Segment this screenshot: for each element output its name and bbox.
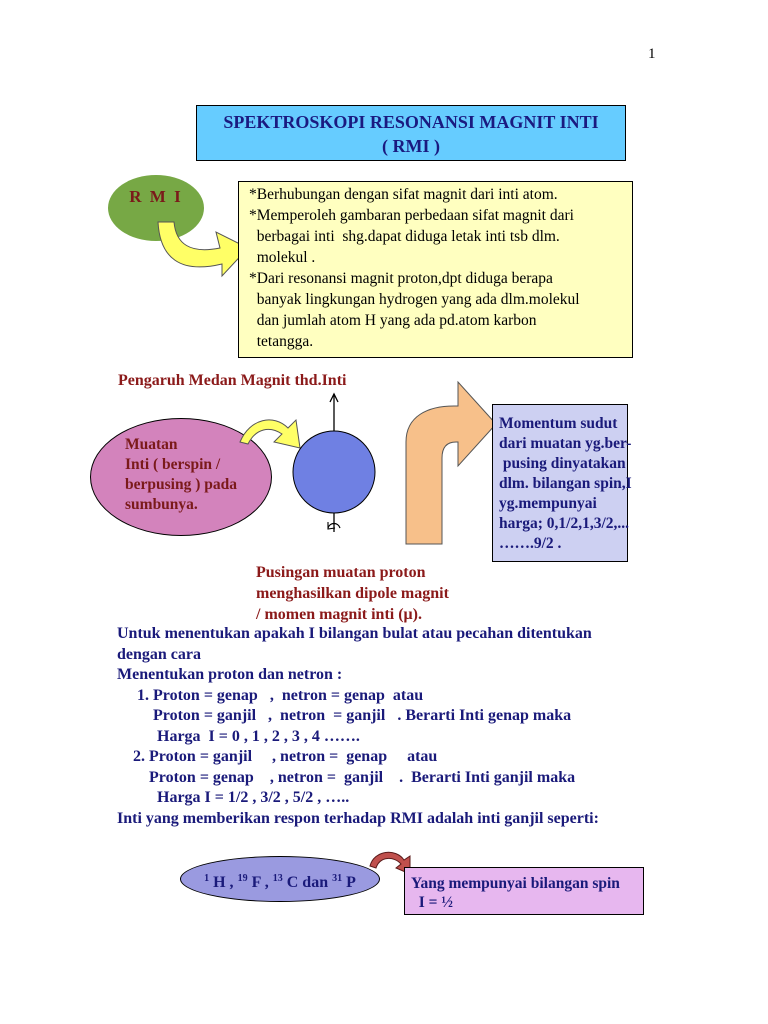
muatan-line: sumbunya.	[125, 496, 198, 513]
body-line: 2. Proton = ganjil , netron = genap atau	[117, 748, 438, 765]
c-mass: 13	[272, 873, 283, 884]
rmi-oval: R M I	[108, 175, 204, 241]
momentum-line: harga; 0,1/2,1,3/2,...	[499, 515, 630, 532]
f-symbol: F ,	[251, 874, 269, 891]
momentum-line: …….9/2 .	[499, 535, 562, 552]
body-line: dengan cara	[117, 645, 201, 663]
note-line: banyak lingkungan hydrogen yang ada dlm.molekul	[249, 291, 580, 308]
nuclei-oval	[180, 856, 380, 902]
c-symbol: C dan	[286, 874, 329, 891]
body-line: Harga I = 0 , 1 , 2 , 3 , 4 …….	[117, 727, 360, 745]
note-line: *Berhubungan dengan sifat magnit dari inti atom.	[249, 186, 558, 203]
momentum-box	[492, 404, 632, 562]
momentum-line: Momentum sudut	[499, 415, 618, 432]
body-line: Proton = ganjil , netron = ganjil . Berarti Inti genap maka	[117, 707, 572, 724]
spinning-nucleus-icon	[286, 392, 382, 542]
spin-line: Yang mempunyai bilangan spin	[411, 875, 620, 892]
dipole-caption	[256, 562, 449, 625]
body-line: 1. Proton = genap , netron = genap atau	[117, 686, 424, 704]
momentum-line: dlm. bilangan spin,I	[499, 475, 632, 492]
section-title: Pengaruh Medan Magnit thd.Inti	[118, 372, 347, 389]
caption-line: / momen magnit inti (μ).	[256, 606, 422, 623]
muatan-line: Inti ( berspin /	[125, 456, 221, 473]
body-line: Harga I = 1/2 , 3/2 , 5/2 , …..	[117, 789, 350, 806]
notes-box	[238, 181, 633, 358]
page-number: 1	[648, 46, 656, 62]
spin-box	[404, 867, 644, 915]
h-mass: 1	[204, 873, 210, 884]
note-line: *Memperoleh gambaran perbedaan sifat magnit dari	[249, 207, 574, 224]
muatan-line: Muatan	[125, 436, 178, 453]
muatan-line: berpusing ) pada	[125, 476, 237, 493]
p-symbol: P	[346, 874, 356, 891]
momentum-line: yg.mempunyai	[499, 495, 597, 512]
p-mass: 31	[332, 873, 343, 884]
note-line: *Dari resonansi magnit proton,dpt diduga berapa	[249, 270, 553, 287]
caption-line: menghasilkan dipole magnit	[256, 585, 449, 602]
title-line-1: SPEKTROSKOPI RESONANSI MAGNIT INTI	[223, 112, 599, 132]
note-line: molekul .	[249, 249, 316, 266]
spin-line: I = ½	[411, 894, 453, 911]
caption-line: Pusingan muatan proton	[256, 564, 426, 581]
body-line: Proton = genap , netron = ganjil . Berarti Inti ganjil maka	[117, 768, 576, 786]
note-line: berbagai inti shg.dapat diduga letak inti tsb dlm.	[249, 228, 560, 245]
title-box	[196, 105, 626, 161]
note-line: dan jumlah atom H yang ada pd.atom karbon	[249, 312, 537, 329]
momentum-line: pusing dinyatakan	[499, 455, 626, 472]
title-line-2: ( RMI )	[382, 136, 440, 156]
f-mass: 19	[237, 873, 248, 884]
body-text	[117, 624, 599, 829]
note-line: tetangga.	[249, 333, 314, 350]
body-line: Inti yang memberikan respon terhadap RMI adalah inti ganjil seperti:	[117, 809, 599, 827]
momentum-line: dari muatan yg.ber-	[499, 435, 632, 452]
up-right-bent-arrow-icon	[402, 378, 502, 550]
body-line: Menentukan proton dan netron :	[117, 666, 343, 683]
h-symbol: H ,	[213, 874, 234, 891]
body-line: Untuk menentukan apakah I bilangan bulat atau pecahan ditentukan	[117, 625, 592, 642]
